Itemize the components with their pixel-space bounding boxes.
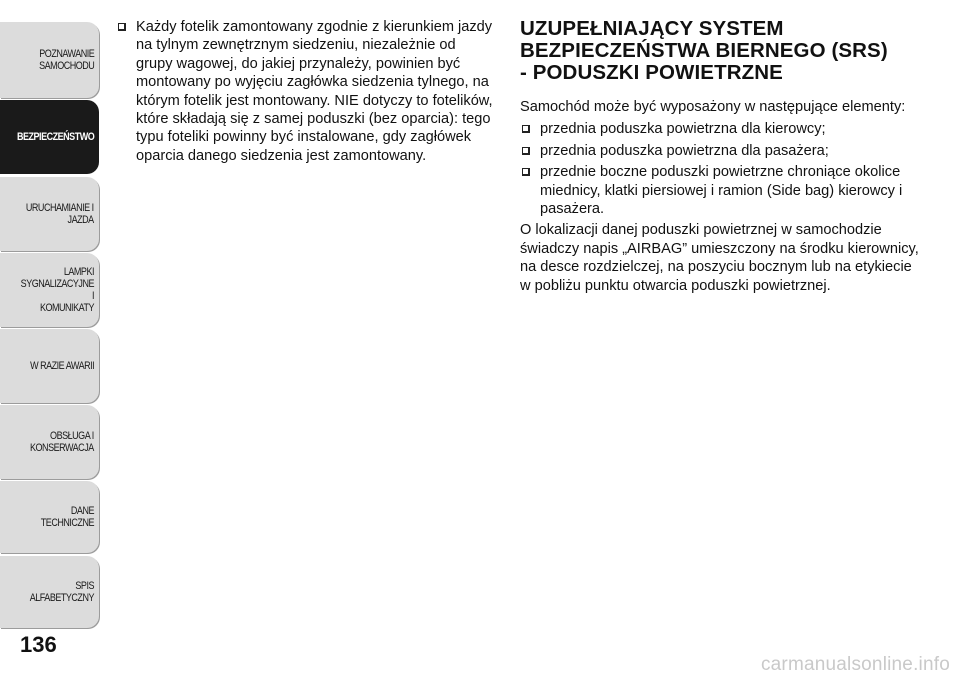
tab-w-razie-awarii[interactable]: [0, 329, 99, 403]
list-item: [520, 120, 920, 138]
intro-paragraph: Samochód może być wyposażony w następujące elementy:: [520, 99, 906, 115]
watermark: carmanualsonline.info: [760, 654, 950, 675]
checkbox-bullet-icon: [522, 147, 530, 155]
right-column: [520, 18, 920, 295]
section-heading: UZUPEŁNIAJĄCY SYSTEM BEZPIECZEŃSTWA BIERNEGO (SRS) - PODUSZKI POWIETRZNE: [520, 17, 888, 84]
tab-uruchamianie-i-jazda[interactable]: [0, 177, 99, 251]
list-item: [116, 18, 494, 165]
tab-lampki-sygnalizacyjne[interactable]: [0, 253, 99, 327]
tab-label: SPIS ALFABETYCZNY: [29, 580, 95, 604]
checkbox-bullet-icon: [522, 125, 530, 133]
list-item-text: przednia poduszka powietrzna dla pasażera;: [540, 142, 829, 159]
list-item-text: przednie boczne poduszki powietrzne chroniące okolice miednicy, klatki piersiowej i ramion (Side bag) kierowcy i pasażera.: [540, 164, 903, 218]
tab-spis-alfabetyczny[interactable]: [0, 556, 99, 628]
list-item: [520, 142, 920, 160]
tab-label: POZNAWANIE SAMOCHODU: [38, 48, 94, 72]
list-item: [520, 163, 920, 218]
tab-label: DANE TECHNICZNE: [40, 505, 94, 529]
tab-bezpieczenstwo[interactable]: [0, 100, 99, 174]
tab-obsluga-i-konserwacja[interactable]: [0, 405, 99, 479]
tab-label: LAMPKI SYGNALIZACYJNE I KOMUNIKATY: [20, 266, 94, 314]
sidebar-nav: [0, 0, 102, 660]
tab-label: OBSŁUGA I KONSERWACJA: [30, 430, 94, 454]
tab-label: URUCHAMIANIE I JAZDA: [26, 202, 94, 226]
left-column: [116, 18, 494, 165]
tab-label: BEZPIECZEŃSTWO: [16, 131, 94, 143]
checkbox-bullet-icon: [118, 23, 126, 31]
list-item-text: przednia poduszka powietrzna dla kierowcy;: [540, 121, 826, 138]
tab-dane-techniczne[interactable]: [0, 481, 99, 553]
tab-poznawanie-samochodu[interactable]: [0, 22, 99, 98]
airbag-location-paragraph: O lokalizacji danej poduszki powietrznej w samochodzie świadczy napis „AIRBAG” umieszczony na środku kierownicy, na desce rozdzielczej, na poszyciu bocznym lub na etykiecie w pobliżu punktu otwarcia poduszki powietrznej.: [520, 222, 919, 294]
page-number: 136: [20, 632, 57, 657]
airbag-list: [520, 120, 920, 218]
bullet-text: Każdy fotelik zamontowany zgodnie z kierunkiem jazdy na tylnym zewnętrznym siedzeniu, niezależnie od grupy wagowej, do jakiej przynależy, powinien być montowany po wyjęciu zagłówka siedzenia tylnego, na którym fotelik jest montowany. NIE dotyczy to fotelików, które składają się z samej poduszki (bez oparcia): tego typu foteliki powinny być instalowane, gdy zagłówek oparcia danego siedzenia jest zamontowany.: [136, 19, 493, 164]
tab-label: W RAZIE AWARII: [29, 360, 94, 372]
checkbox-bullet-icon: [522, 168, 530, 176]
